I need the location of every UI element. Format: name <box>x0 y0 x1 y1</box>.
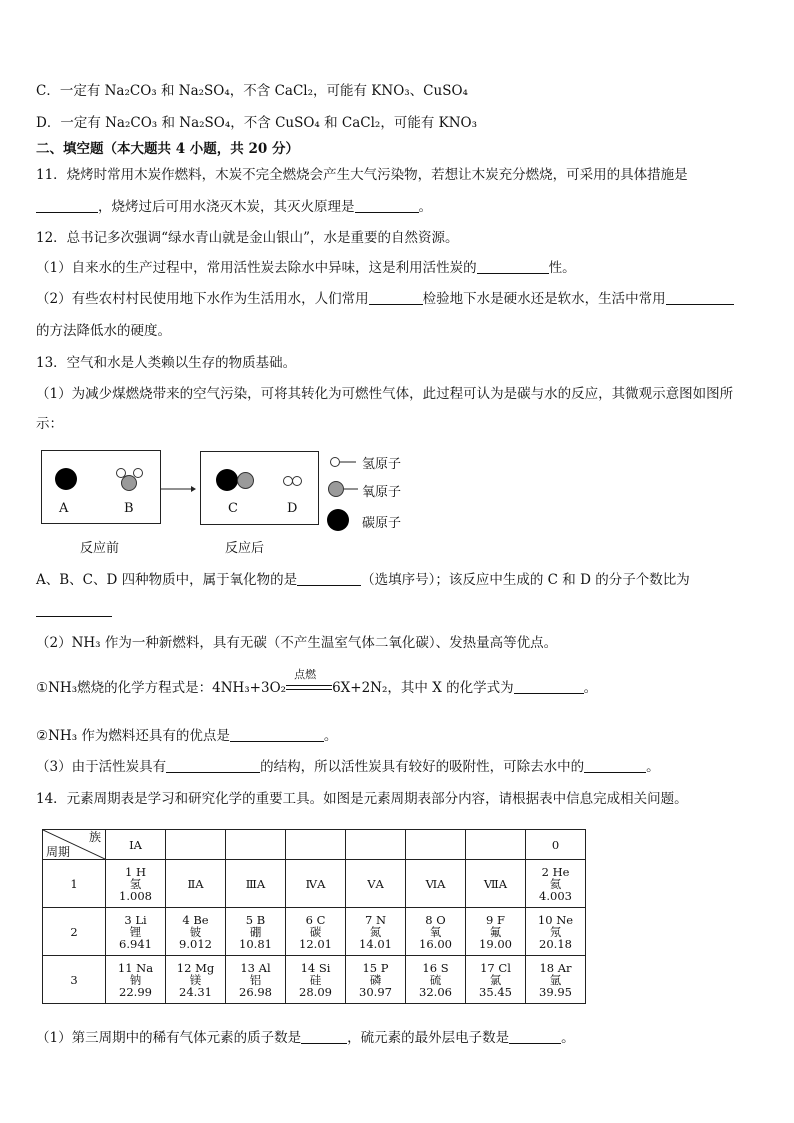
group-col-header: 0 <box>526 830 586 860</box>
element-mass: 32.06 <box>419 984 452 999</box>
equation-left: ①NH₃燃烧的化学方程式是：4NH₃+3O₂ <box>36 680 287 696</box>
q12-p1-text: （1）自来水的生产过程中，常用活性炭去除水中异味，这是利用活性炭的 <box>36 260 477 276</box>
q12-part1 <box>36 259 576 277</box>
q13-p3-text: （3）由于活性炭具有 <box>36 759 167 775</box>
group-label-cell: ⅥA <box>406 860 466 908</box>
advantage-end: 。 <box>323 728 338 744</box>
hydrogen-atom <box>292 476 302 486</box>
element-mass: 28.09 <box>299 984 332 999</box>
q13-part2: （2）NH₃ 作为一种新燃料，具有无碳（不产生温室气体二氧化碳）、发热量高等优点。 <box>36 635 558 651</box>
element-cell <box>346 908 406 956</box>
legend-carbon-icon <box>327 509 349 531</box>
group-col-header: ⅠA <box>106 830 166 860</box>
arrow-icon <box>160 484 196 494</box>
group-col-header <box>406 830 466 860</box>
element-symbol: 17 Cl <box>480 960 511 975</box>
element-mass: 12.01 <box>299 936 332 951</box>
element-cell <box>526 956 586 1004</box>
label-b: B <box>124 501 134 516</box>
element-symbol: 12 Mg <box>176 960 215 975</box>
legend-oxygen-icon <box>328 481 344 497</box>
group-label-cell: ⅢA <box>226 860 286 908</box>
oxygen-atom <box>121 475 137 491</box>
q13-stem: 13．空气和水是人类赖以生存的物质基础。 <box>36 355 297 371</box>
answer-blank[interactable] <box>509 1030 561 1044</box>
q13-p3-end: 。 <box>646 759 660 775</box>
after-box <box>200 451 319 525</box>
q11-end: 。 <box>418 199 432 215</box>
element-mass: 16.00 <box>419 936 452 951</box>
after-label: 反应后 <box>225 541 265 556</box>
element-name: 硅 <box>309 972 322 987</box>
period-cell: 2 <box>43 908 106 956</box>
answer-blank[interactable] <box>166 759 260 773</box>
element-symbol: 5 B <box>245 912 266 927</box>
q14-part1 <box>36 1029 575 1047</box>
element-mass: 24.31 <box>179 984 212 999</box>
carbon-atom-a <box>55 468 77 490</box>
q14-p1-text: （1）第三周期中的稀有气体元素的质子数是 <box>36 1030 302 1046</box>
element-name: 氟 <box>489 924 502 939</box>
group-col-header <box>286 830 346 860</box>
q13-abcd-cont <box>36 602 112 620</box>
element-cell <box>226 956 286 1004</box>
q13-part1-cont: 示： <box>36 416 63 432</box>
label-d: D <box>287 501 298 516</box>
element-mass: 10.81 <box>239 936 272 951</box>
q14-p1-end: 。 <box>561 1030 575 1046</box>
element-mass: 19.00 <box>479 936 512 951</box>
q14-p1-text2: ，硫元素的最外层电子数是 <box>347 1030 510 1046</box>
legend-line <box>344 488 358 492</box>
q13-advantage <box>36 727 337 745</box>
element-symbol: 7 N <box>364 912 387 927</box>
answer-blank[interactable] <box>36 603 112 617</box>
element-cell <box>526 908 586 956</box>
q12-p2-text: （2）有些农村村民使用地下水作为生活用水，人们常用 <box>36 291 369 307</box>
reaction-condition <box>286 667 332 696</box>
legend-line <box>340 461 356 465</box>
element-cell <box>106 908 166 956</box>
element-name: 铍 <box>189 924 202 939</box>
element-symbol: 9 F <box>486 912 505 927</box>
element-symbol: 16 S <box>422 960 449 975</box>
q12-stem: 12．总书记多次强调“绿水青山就是金山银山”，水是重要的自然资源。 <box>36 230 459 246</box>
element-name: 硼 <box>249 924 262 939</box>
legend-hydrogen-label: 氢原子 <box>362 457 402 472</box>
element-mass: 9.012 <box>179 936 212 951</box>
q14-stem: 14．元素周期表是学习和研究化学的重要工具。如图是元素周期表部分内容，请根据表中信息完成相关问题。 <box>36 791 688 807</box>
element-name: 氩 <box>549 972 562 987</box>
answer-blank[interactable] <box>301 1030 347 1044</box>
element-name: 氯 <box>489 972 502 987</box>
element-symbol: 10 Ne <box>537 912 574 927</box>
q12-p1-end: 性。 <box>548 260 576 276</box>
element-name: 氖 <box>549 924 562 939</box>
element-name: 锂 <box>129 924 142 939</box>
element-symbol: 3 Li <box>124 912 147 927</box>
answer-blank[interactable] <box>584 759 646 773</box>
element-symbol: 11 Na <box>117 960 154 975</box>
element-name: 铝 <box>249 972 262 987</box>
legend-carbon-label: 碳原子 <box>362 516 402 531</box>
answer-blank[interactable] <box>230 728 324 742</box>
q13-abcd-text: A、B、C、D 四种物质中，属于氧化物的是 <box>36 572 298 588</box>
element-mass: 22.99 <box>119 984 152 999</box>
group-label-cell: ⅤA <box>346 860 406 908</box>
q13-p3-text2: 的结构，所以活性炭具有较好的吸附性，可除去水中的 <box>260 759 585 775</box>
q13-part3 <box>36 758 660 776</box>
table-corner <box>43 830 106 860</box>
group-col-header <box>166 830 226 860</box>
q11-stem: 11．烧烤时常用木炭作燃料，木炭不完全燃烧会产生大气污染物，若想让木炭充分燃烧，可采用的具体措施是 <box>36 167 688 183</box>
element-symbol: 8 O <box>425 912 446 927</box>
q11-text: ，烧烤过后可用水浇灭木炭，其灭火原理是 <box>98 199 355 215</box>
q12-p2-text2: 检验地下水是硬水还是软水，生活中常用 <box>422 291 666 307</box>
label-a: A <box>59 501 69 516</box>
answer-blank[interactable] <box>666 291 734 305</box>
q12-part2-cont: 的方法降低水的硬度。 <box>36 323 171 339</box>
group-label-cell: ⅡA <box>166 860 226 908</box>
q12-part2 <box>36 290 734 308</box>
element-name: 氦 <box>549 876 562 891</box>
element-name: 磷 <box>369 972 382 987</box>
element-symbol: 15 P <box>362 960 389 975</box>
answer-blank[interactable] <box>297 572 361 586</box>
element-cell <box>166 908 226 956</box>
answer-blank[interactable] <box>477 260 549 274</box>
q13-abcd-text2: （选填序号）；该反应中生成的 C 和 D 的分子个数比为 <box>361 572 690 588</box>
element-mass: 39.95 <box>539 984 572 999</box>
element-cell <box>346 956 406 1004</box>
answer-blank[interactable] <box>36 199 98 213</box>
element-symbol: 14 Si <box>300 960 331 975</box>
element-cell <box>166 956 226 1004</box>
group-col-header <box>226 830 286 860</box>
periodic-table <box>42 829 586 1004</box>
element-mass: 14.01 <box>359 936 392 951</box>
option-d: D．一定有 Na₂CO₃ 和 Na₂SO₄，不含 CuSO₄ 和 CaCl₂，可能有 KNO₃ <box>36 115 478 131</box>
q13-part1: （1）为减少煤燃烧带来的空气污染，可将其转化为可燃性气体，此过程可认为是碳与水的反应，其微观示意图如图所 <box>36 386 734 402</box>
legend-oxygen-label: 氧原子 <box>362 485 402 500</box>
carbon-atom-c <box>216 469 238 491</box>
element-mass: 30.97 <box>359 984 392 999</box>
equation-right: 6X+2N₂，其中 X 的化学式为 <box>332 680 514 696</box>
element-cell <box>106 956 166 1004</box>
section-heading: 二、填空题（本大题共 4 小题，共 20 分） <box>36 141 299 157</box>
legend-hydrogen-icon <box>330 457 340 467</box>
element-cell <box>286 956 346 1004</box>
condition-label: 点燃 <box>294 667 317 681</box>
label-c: C <box>228 501 238 516</box>
element-mass: 26.98 <box>239 984 272 999</box>
element-cell <box>286 908 346 956</box>
answer-blank[interactable] <box>355 199 419 213</box>
oxygen-atom <box>237 472 254 489</box>
element-name: 氢 <box>129 876 142 891</box>
group-header: 族 <box>88 830 101 844</box>
element-mass: 1.008 <box>119 888 152 903</box>
element-name: 碳 <box>309 924 322 939</box>
element-symbol: 2 He <box>541 864 570 879</box>
option-c: C．一定有 Na₂CO₃ 和 Na₂SO₄，不含 CaCl₂，可能有 KNO₃、CuSO₄ <box>36 83 468 99</box>
group-label-cell: ⅣA <box>286 860 346 908</box>
element-name: 镁 <box>189 972 202 987</box>
element-mass: 6.941 <box>119 936 152 951</box>
group-label-cell: ⅦA <box>466 860 526 908</box>
element-mass: 20.18 <box>539 936 572 951</box>
equation-end: 。 <box>583 680 598 696</box>
period-header: 周期 <box>46 845 71 859</box>
element-symbol: 1 H <box>124 864 146 879</box>
q11-line2 <box>36 198 432 216</box>
group-col-header <box>466 830 526 860</box>
element-symbol: 6 C <box>305 912 326 927</box>
element-cell <box>106 860 166 908</box>
answer-blank[interactable] <box>514 680 584 694</box>
group-col-header <box>346 830 406 860</box>
element-symbol: 4 Be <box>182 912 209 927</box>
before-label: 反应前 <box>80 541 120 556</box>
element-mass: 35.45 <box>479 984 512 999</box>
element-mass: 4.003 <box>539 888 572 903</box>
q13-equation <box>36 667 598 697</box>
answer-blank[interactable] <box>369 291 423 305</box>
period-cell: 3 <box>43 956 106 1004</box>
element-symbol: 18 Ar <box>539 960 572 975</box>
element-name: 氧 <box>429 924 442 939</box>
before-box <box>41 450 161 524</box>
element-cell <box>466 956 526 1004</box>
element-cell <box>526 860 586 908</box>
element-cell <box>406 956 466 1004</box>
q13-abcd <box>36 571 690 589</box>
element-symbol: 13 Al <box>240 960 271 975</box>
element-cell <box>466 908 526 956</box>
period-cell: 1 <box>43 860 106 908</box>
element-name: 硫 <box>429 972 442 987</box>
element-cell <box>226 908 286 956</box>
element-name: 氮 <box>369 924 382 939</box>
element-name: 钠 <box>129 972 142 987</box>
element-cell <box>406 908 466 956</box>
advantage-text: ②NH₃ 作为燃料还具有的优点是 <box>36 728 230 744</box>
